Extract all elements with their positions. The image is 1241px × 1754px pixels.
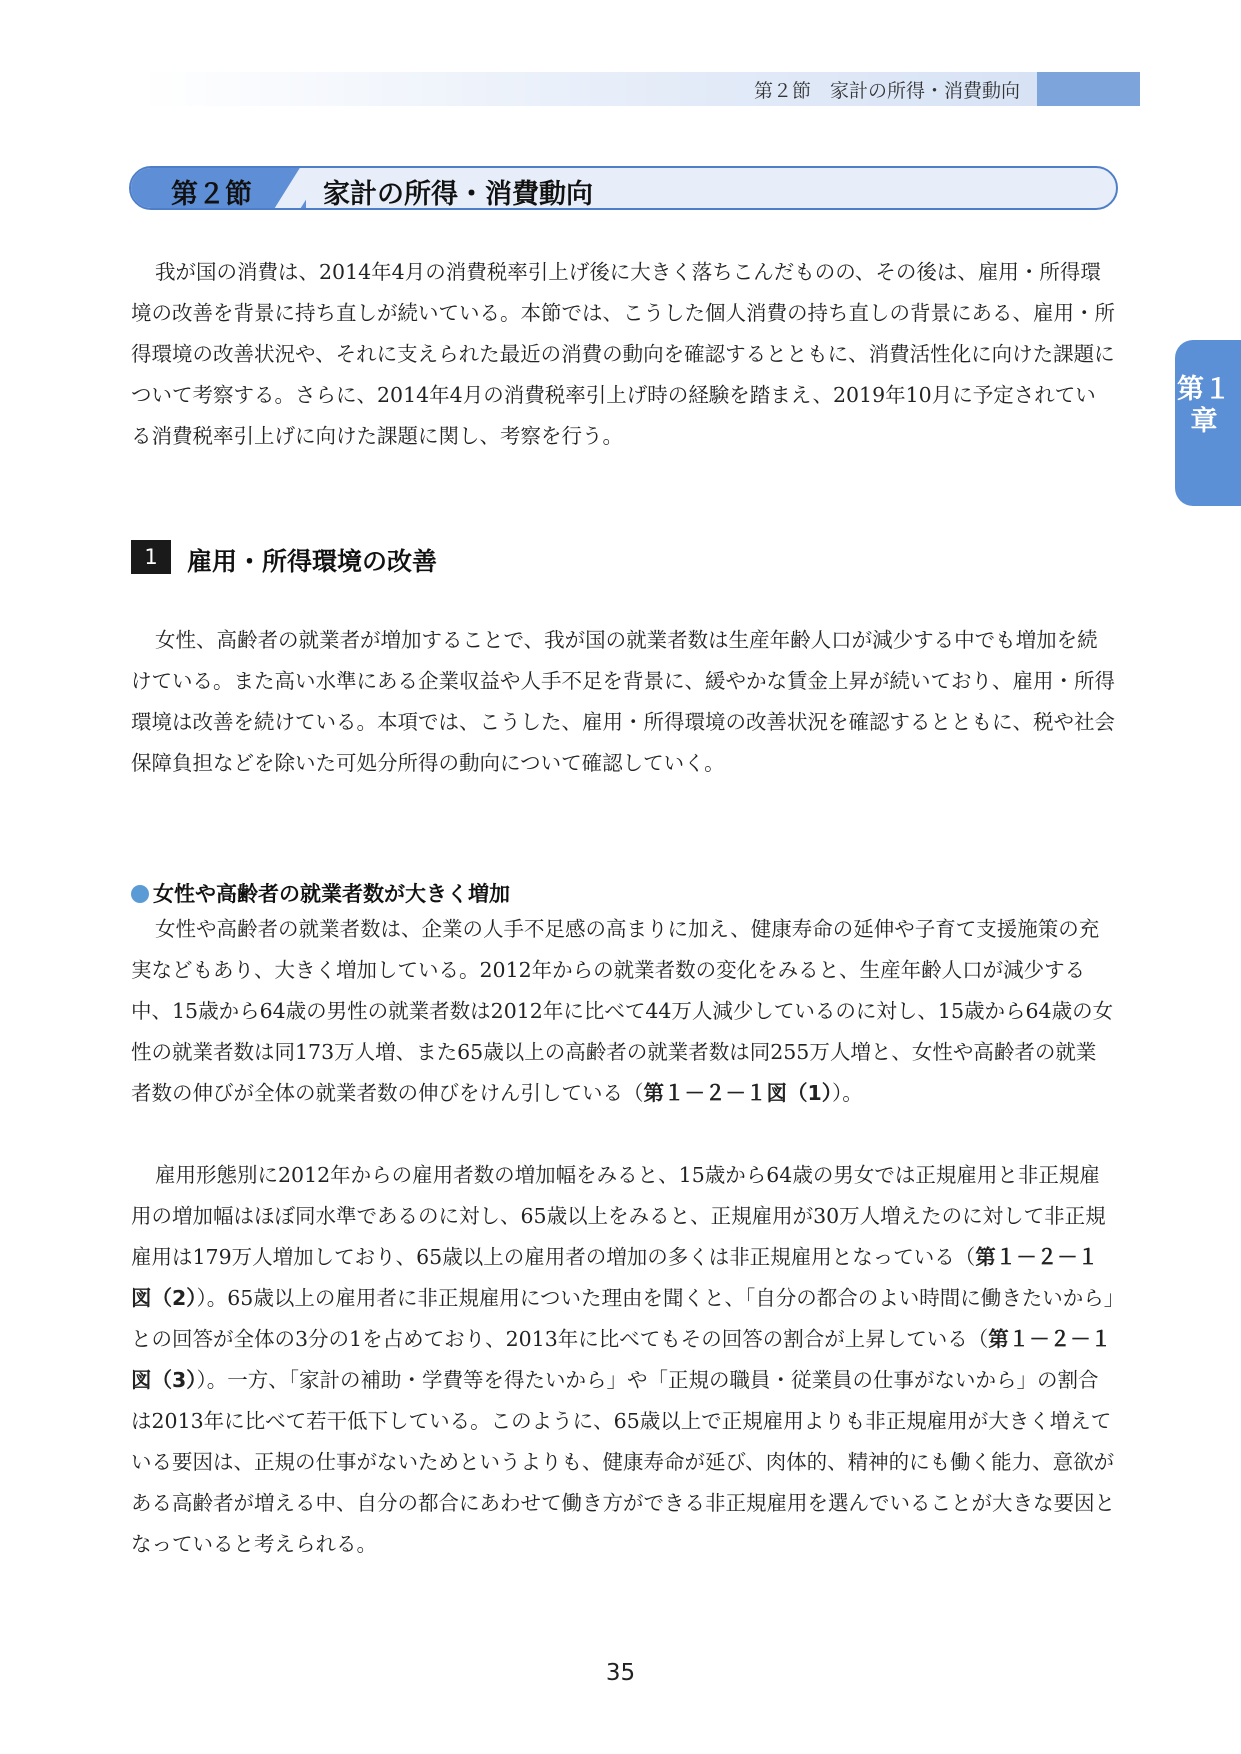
topic-paragraph-1-text: 女性や高齢者の就業者数は、企業の人手不足感の高まりに加え、健康寿命の延伸や子育て支援施策の充実などもあり、大きく増加している。2012年からの就業者数の変化をみると、生産年齢人口が減少する中、15歳から64歳の男性の就業者数は2012年に比べて44万人減少しているのに対し、15歳から64歳の女性の就業者数は同173万人増、また65歳以上の高齢者の就業者数は同255万人増と、女性や高齢者の就業者数の伸びが全体の就業者数の伸びをけん引している（ [131, 917, 1114, 1105]
chapter-tab[interactable] [1175, 340, 1241, 506]
section-title: 家計の所得・消費動向 [323, 179, 593, 210]
topic-paragraph-2-part1: 雇用形態別に2012年からの雇用者数の増加幅をみると、15歳から64歳の男女では正規雇用と非正規雇用の増加幅はほぼ同水準であるのに対し、65歳以上をみると、正規雇用が30万人増えたのに対して非正規雇用は179万人増加しており、65歳以上の雇用者の増加の多くは非正規雇用となっている（ [131, 1163, 1106, 1269]
topic-paragraph-1-end: ）。 [832, 1081, 863, 1105]
subsection-title: 雇用・所得環境の改善 [187, 547, 438, 576]
page-number: 35 [605, 1660, 636, 1686]
topic-paragraph-2-part2: ）。65歳以上の雇用者に非正規雇用についた理由を聞くと、「自分の都合のよい時間に働きたいから」との回答が全体の3分の1を占めており、2013年に比べてもその回答の割合が上昇している（ [131, 1286, 1114, 1351]
topic-paragraph-2 [131, 1155, 1116, 1565]
section-banner [129, 166, 1118, 210]
running-header-accent [1037, 72, 1140, 106]
figure-reference-3: 第１－２－１図（3） [131, 1327, 1112, 1392]
topic-heading-text: 女性や高齢者の就業者数が大きく増加 [153, 882, 510, 906]
figure-reference-2: 第１－２－１図（2） [131, 1245, 1099, 1310]
running-header-title: 第２節 家計の所得・消費動向 [753, 80, 1020, 102]
figure-reference-1: 第１－２－１図（1） [643, 1081, 833, 1105]
intro-paragraph: 我が国の消費は、2014年4月の消費税率引上げ後に大きく落ちこんだものの、その後は、雇用・所得環境の改善を背景に持ち直しが続いている。本節では、こうした個人消費の持ち直しの背景にある、雇用・所得環境の改善状況や、それに支えられた最近の消費の動向を確認するとともに、消費活性化に向けた課題について考察する。さらに、2014年4月の消費税率引上げ時の経験を踏まえ、2019年10月に予定されている消費税率引上げに向けた課題に関し、考察を行う。 [131, 260, 1115, 448]
topic-heading [131, 878, 510, 908]
section-number: 第２節 [171, 179, 252, 210]
subsection-paragraph: 女性、高齢者の就業者が増加することで、我が国の就業者数は生産年齢人口が減少する中でも増加を続けている。また高い水準にある企業収益や人手不足を背景に、緩やかな賃金上昇が続いており、雇用・所得環境は改善を続けている。本項では、こうした、雇用・所得環境の改善状況を確認するとともに、税や社会保障負担などを除いた可処分所得の動向について確認していく。 [131, 628, 1115, 775]
bullet-dot-icon [131, 885, 149, 903]
topic-paragraph-2-part3: ）。一方、「家計の補助・学費等を得たいから」や「正規の職員・従業員の仕事がないから」の割合は2013年に比べて若干低下している。このように、65歳以上で正規雇用よりも非正規雇用が大きく増えている要因は、正規の仕事がないためというよりも、健康寿命が延び、肉体的、精神的にも働く能力、意欲がある高齢者が増える中、自分の都合にあわせて働き方ができる非正規雇用を選んでいることが大きな要因となっていると考えられる。 [131, 1368, 1115, 1556]
subsection-number: 1 [131, 540, 171, 574]
running-header [140, 72, 1140, 106]
topic-paragraph-1 [131, 909, 1116, 1114]
chapter-tab-label: 第１章 [1177, 374, 1231, 437]
